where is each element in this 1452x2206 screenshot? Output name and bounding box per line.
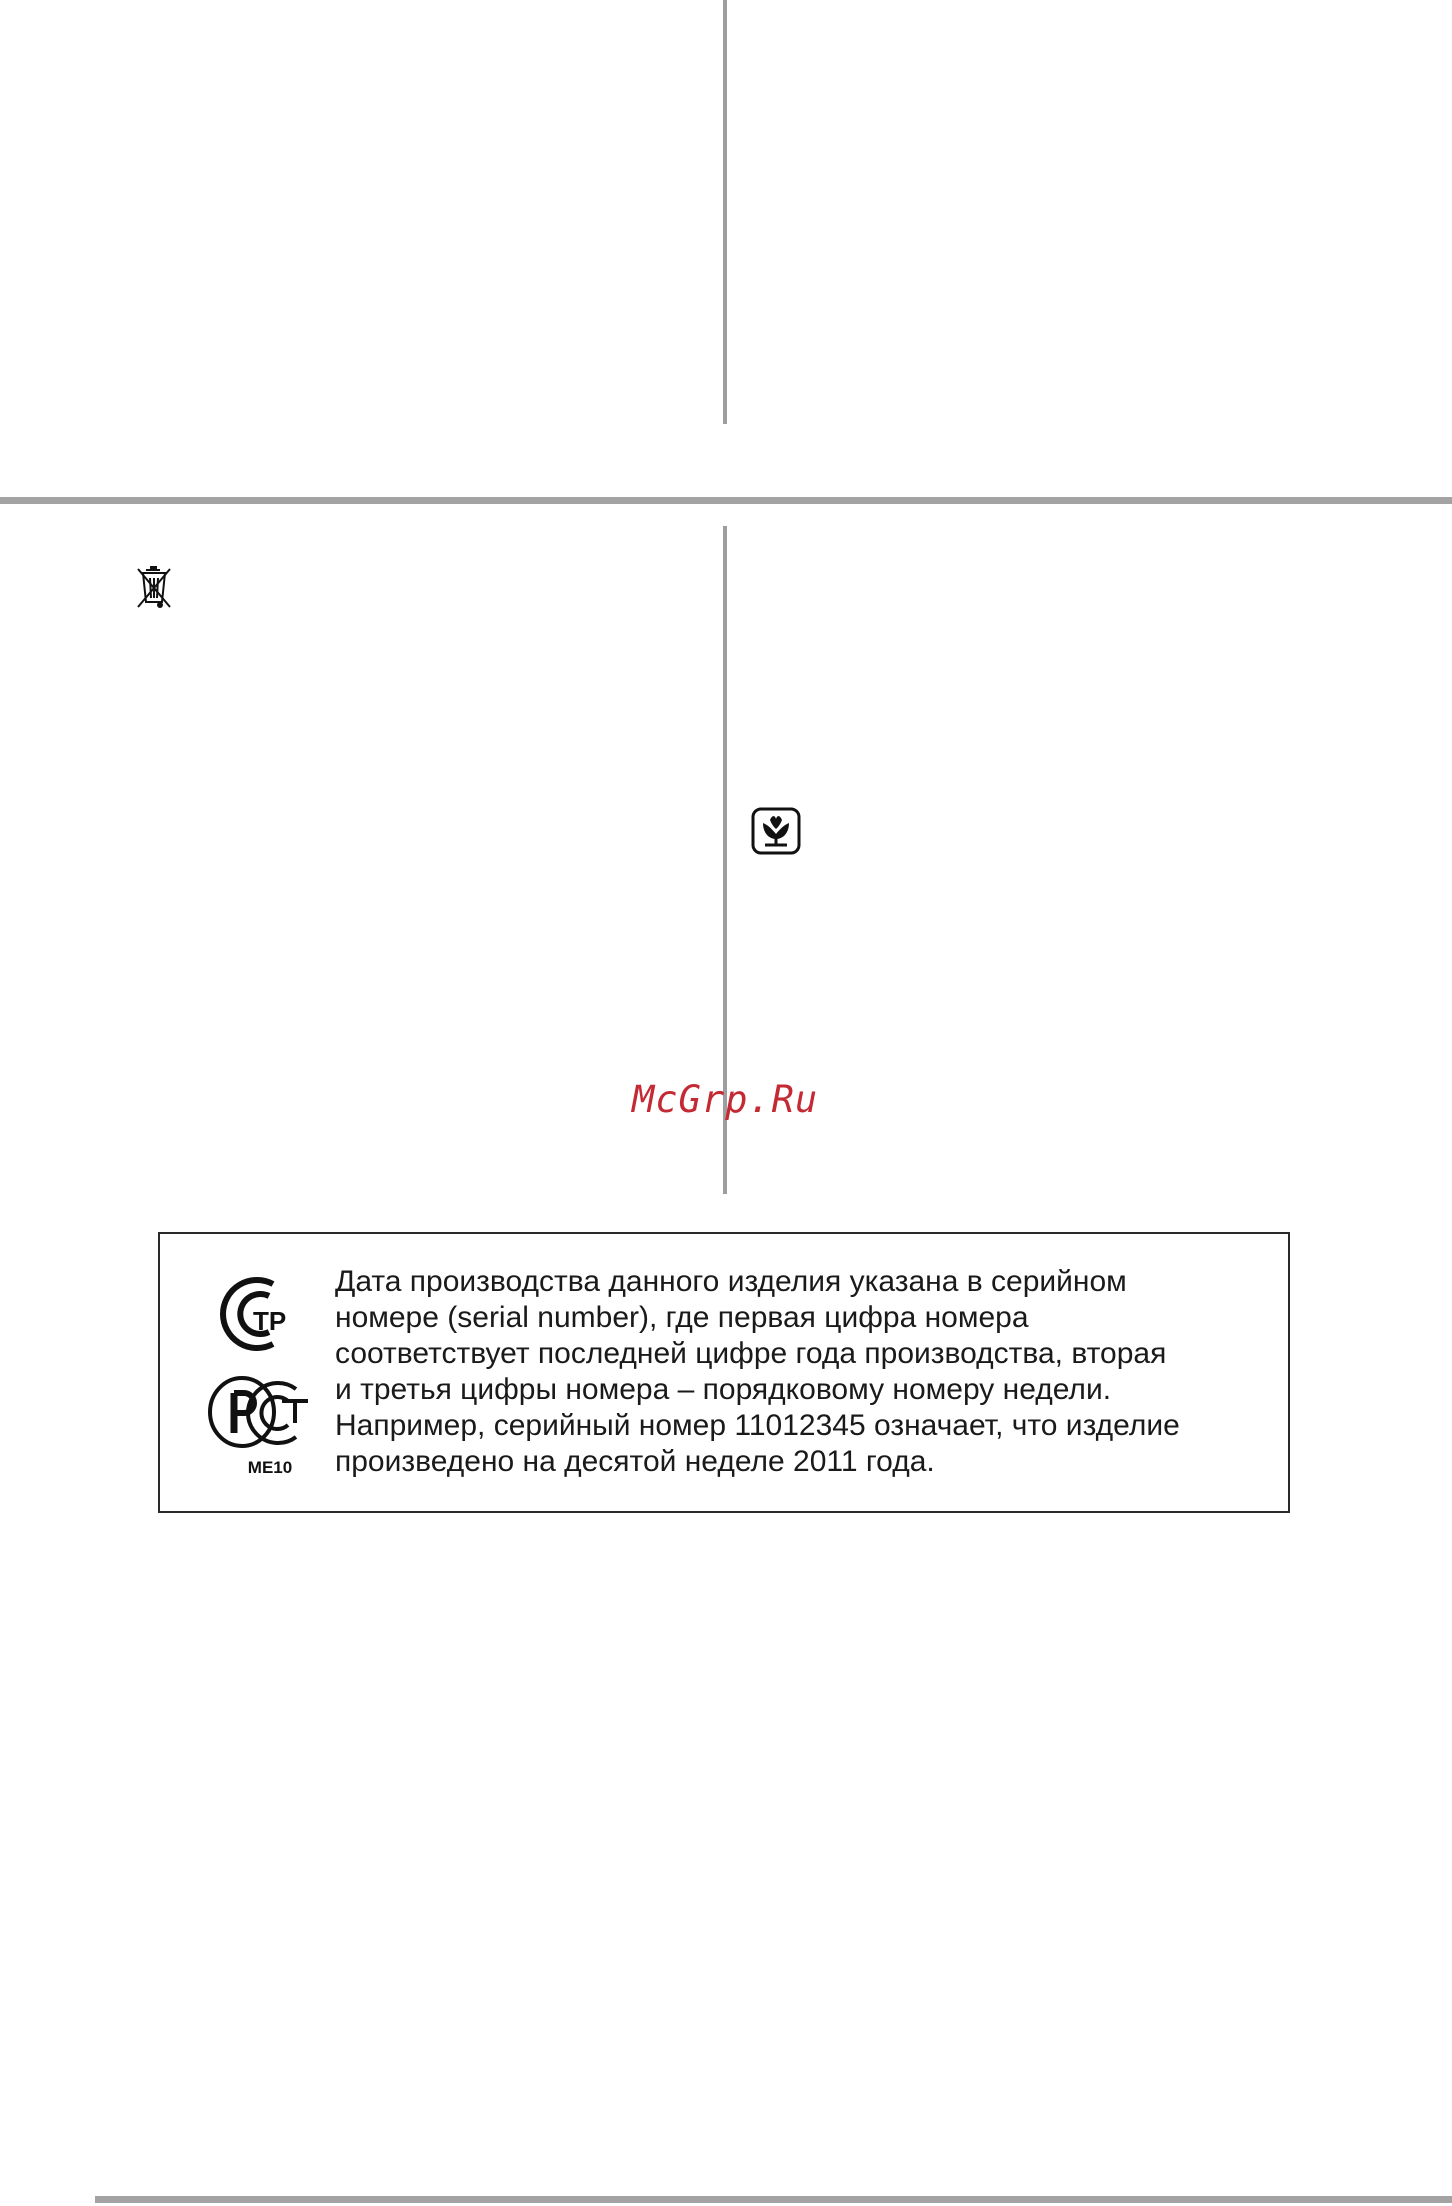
pct-conformity-mark-icon xyxy=(204,1371,316,1457)
note-line: Дата производства данного изделия указана в серийном xyxy=(335,1265,1127,1298)
food-contact-safe-icon xyxy=(751,807,801,855)
certification-info-box xyxy=(158,1232,1290,1513)
svg-text:ТР: ТР xyxy=(253,1306,287,1336)
note-line: Например, серийный номер 11012345 означает, что изделие xyxy=(335,1409,1180,1442)
manufacture-date-note xyxy=(335,1264,1280,1480)
note-line: номере (serial number), где первая цифра номера xyxy=(335,1301,1029,1334)
crossed-out-wheelie-bin-icon xyxy=(134,565,174,611)
certification-code: ME10 xyxy=(247,1458,293,1477)
ctp-conformity-mark-icon xyxy=(205,1270,309,1358)
section-separator xyxy=(0,497,1452,504)
column-divider-top xyxy=(723,0,727,424)
footer-rule xyxy=(95,2196,1452,2203)
watermark: McGrp.Ru xyxy=(632,1078,819,1121)
note-line: и третья цифры номера – порядковому номеру недели. xyxy=(335,1373,1112,1406)
note-line: произведено на десятой неделе 2011 года. xyxy=(335,1445,935,1478)
note-line: соответствует последней цифре года производства, вторая xyxy=(335,1337,1167,1370)
